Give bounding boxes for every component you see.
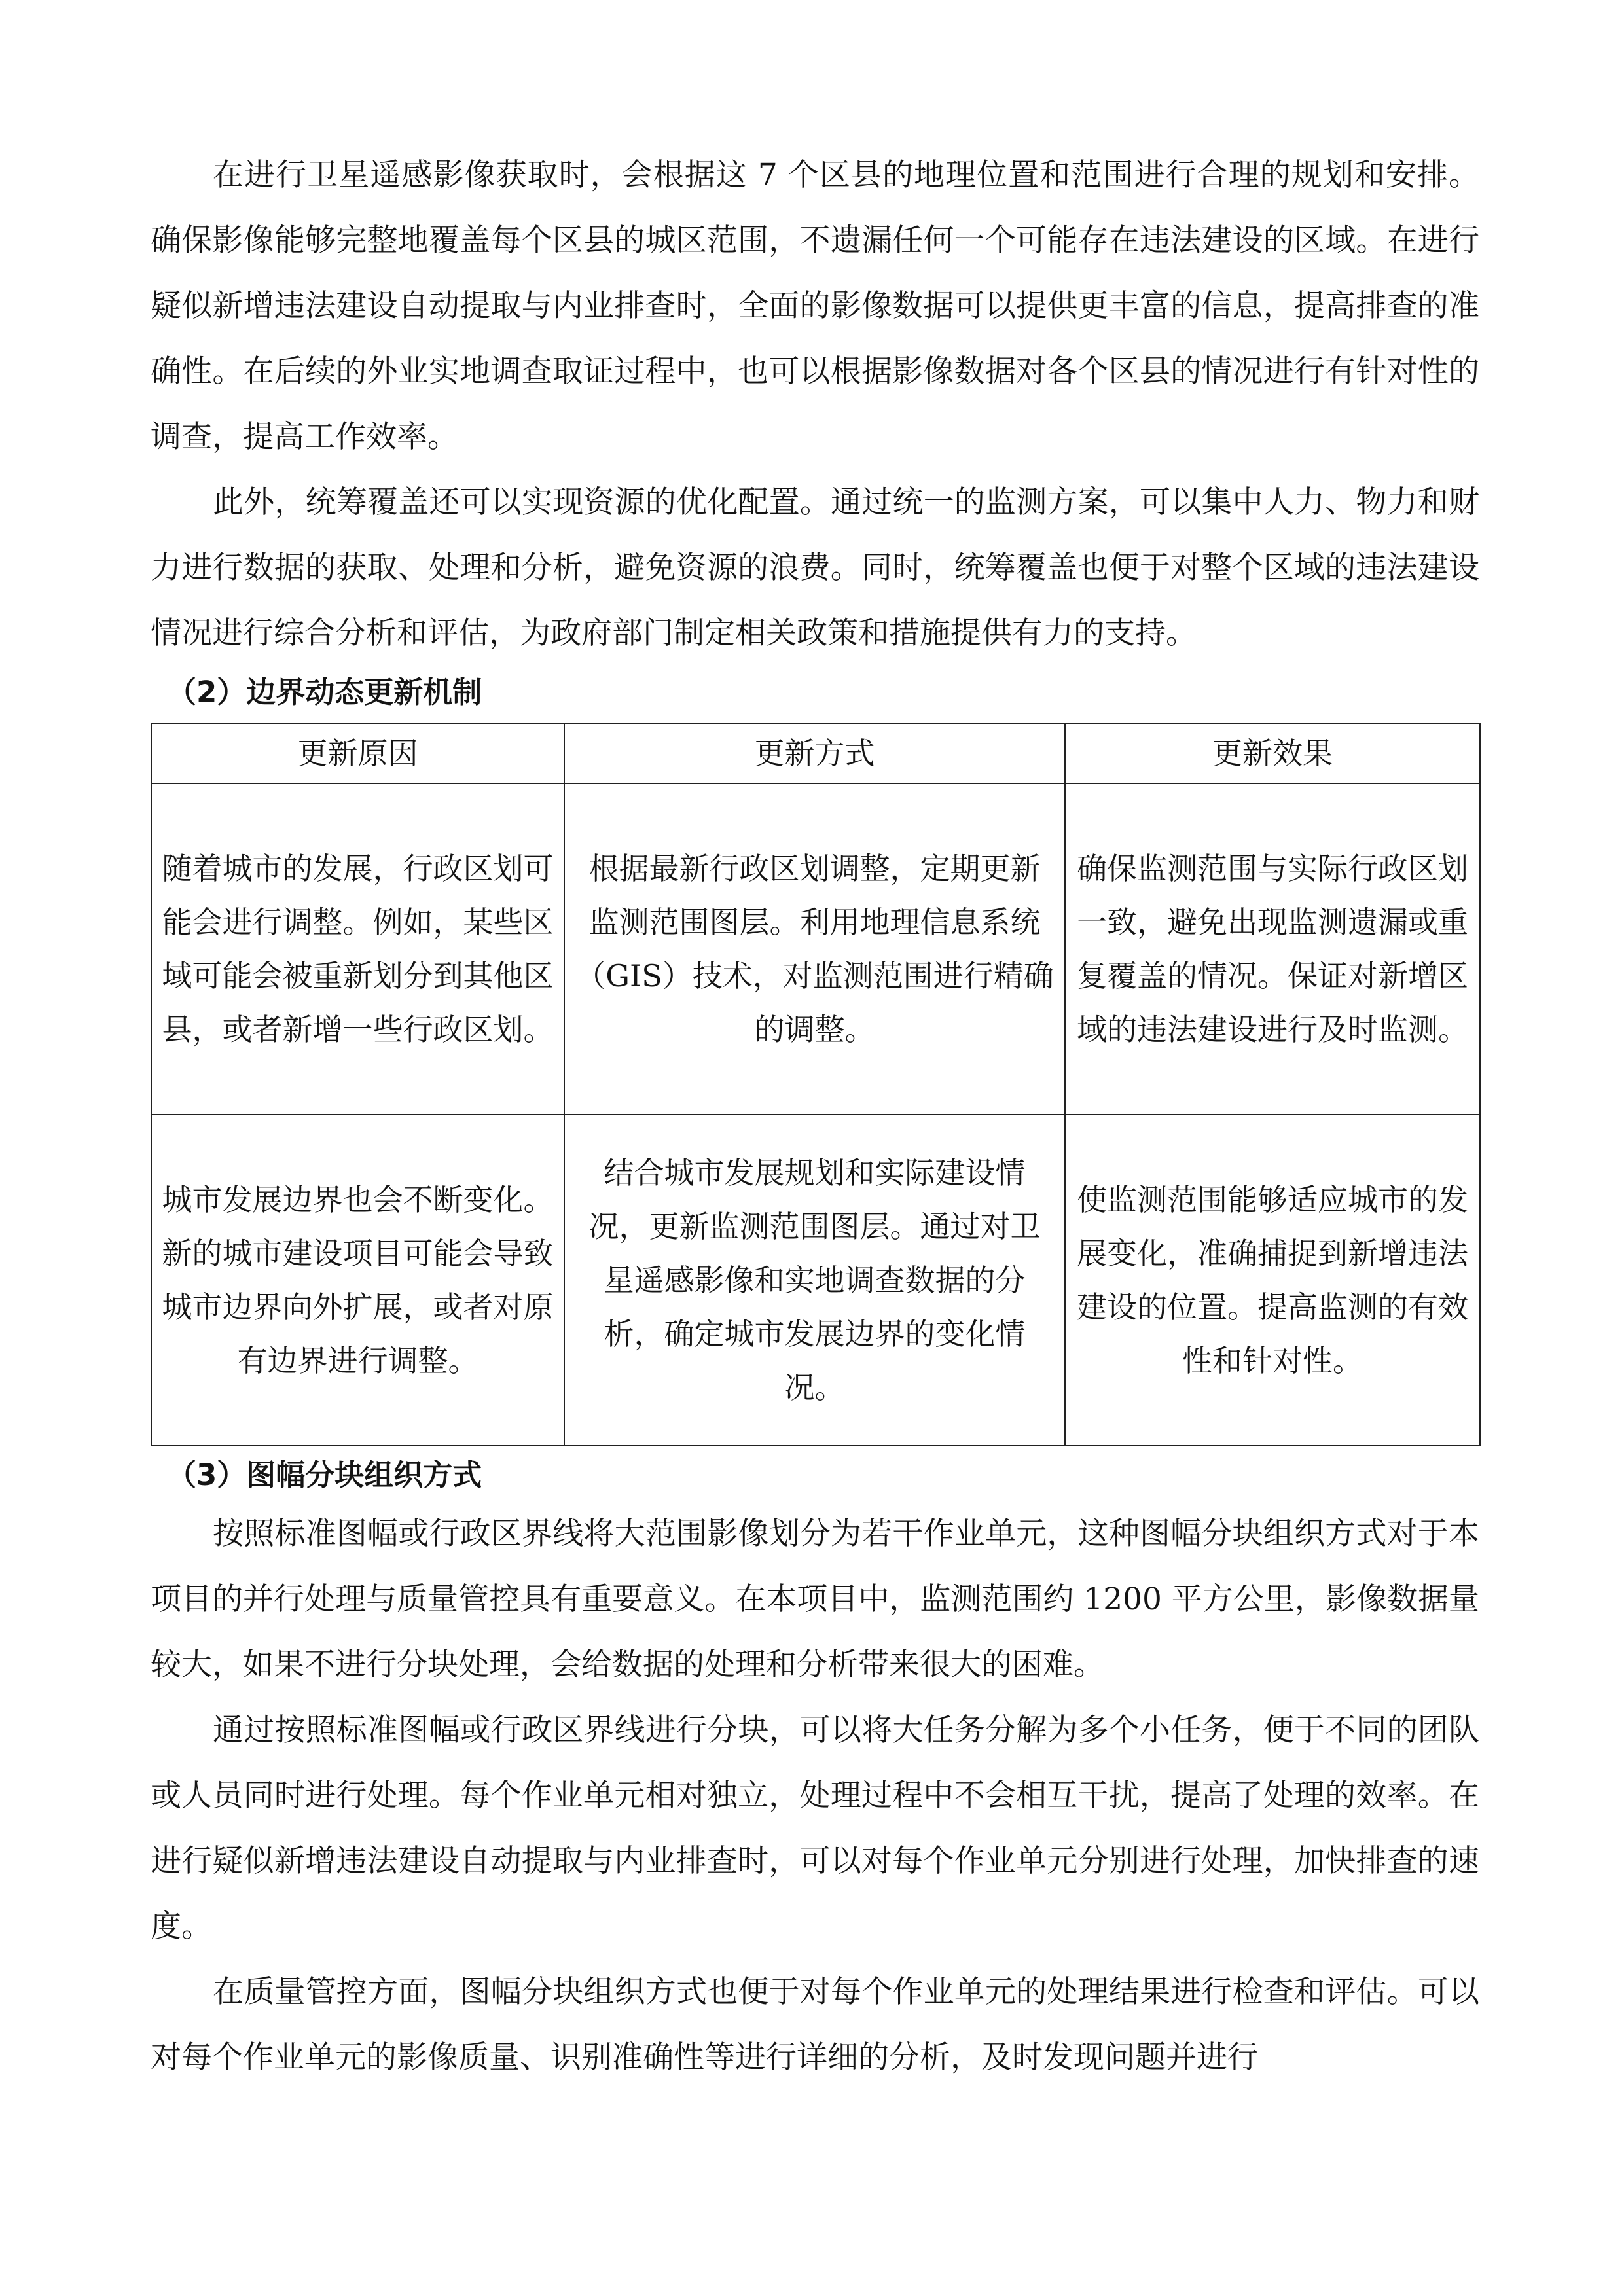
paragraph-quality-control: 在质量管控方面，图幅分块组织方式也便于对每个作业单元的处理结果进行检查和评估。可以对每个作业单元的影像质量、识别准确性等进行详细的分析，及时发现问题并进行 bbox=[151, 1974, 1479, 2075]
paragraph-coverage-planning: 在进行卫星遥感影像获取时，会根据这 7 个区县的地理位置和范围进行合理的规划和安排。确保影像能够完整地覆盖每个区县的城区范围，不遗漏任何一个可能存在违法建设的区域。在进行疑似新增违法建设自动提取与内业排查时，全面的影像数据可以提供更丰富的信息，提高排查的准确性。在后续的外业实地调查取证过程中，也可以根据影像数据对各个区县的情况进行有针对性的调查，提高工作效率。 bbox=[151, 157, 1479, 455]
table-cell: 随着城市的发展，行政区划可能会进行调整。例如，某些区域可能会被重新划分到其他区县，或者新增一些行政区划。 bbox=[151, 783, 564, 1115]
table-row bbox=[151, 1115, 1480, 1446]
table-row bbox=[151, 783, 1480, 1115]
table-header-cell: 更新方式 bbox=[564, 723, 1065, 783]
boundary-update-table bbox=[151, 723, 1481, 1446]
section-heading-map-tiling: （3）图幅分块组织方式 bbox=[167, 1458, 482, 1492]
table-cell: 根据最新行政区划调整，定期更新监测范围图层。利用地理信息系统（GIS）技术，对监测范围进行精确的调整。 bbox=[564, 783, 1065, 1115]
section-heading-boundary-update: （2）边界动态更新机制 bbox=[167, 675, 482, 709]
table-header-cell: 更新原因 bbox=[151, 723, 564, 783]
table-header-row bbox=[151, 723, 1480, 783]
table-header-cell: 更新效果 bbox=[1065, 723, 1480, 783]
paragraph-resource-allocation: 此外，统筹覆盖还可以实现资源的优化配置。通过统一的监测方案，可以集中人力、物力和财力进行数据的获取、处理和分析，避免资源的浪费。同时，统筹覆盖也便于对整个区域的违法建设情况进行综合分析和评估，为政府部门制定相关政策和措施提供有力的支持。 bbox=[151, 484, 1479, 651]
document-page bbox=[151, 143, 1479, 2090]
table-cell: 结合城市发展规划和实际建设情况，更新监测范围图层。通过对卫星遥感影像和实地调查数据的分析，确定城市发展边界的变化情况。 bbox=[564, 1115, 1065, 1446]
table-cell: 确保监测范围与实际行政区划一致，避免出现监测遗漏或重复覆盖的情况。保证对新增区域的违法建设进行及时监测。 bbox=[1065, 783, 1480, 1115]
paragraph-parallel-processing: 通过按照标准图幅或行政区界线进行分块，可以将大任务分解为多个小任务，便于不同的团队或人员同时进行处理。每个作业单元相对独立，处理过程中不会相互干扰，提高了处理的效率。在进行疑似新增违法建设自动提取与内业排查时，可以对每个作业单元分别进行处理，加快排查的速度。 bbox=[151, 1712, 1479, 1945]
table-cell: 城市发展边界也会不断变化。新的城市建设项目可能会导致城市边界向外扩展，或者对原有边界进行调整。 bbox=[151, 1115, 564, 1446]
paragraph-tiling-importance: 按照标准图幅或行政区界线将大范围影像划分为若干作业单元，这种图幅分块组织方式对于本项目的并行处理与质量管控具有重要意义。在本项目中，监测范围约 1200 平方公里，影像数据量较大，如果不进行分块处理，会给数据的处理和分析带来很大的困难。 bbox=[151, 1516, 1479, 1683]
table-cell: 使监测范围能够适应城市的发展变化，准确捕捉到新增违法建设的位置。提高监测的有效性和针对性。 bbox=[1065, 1115, 1480, 1446]
